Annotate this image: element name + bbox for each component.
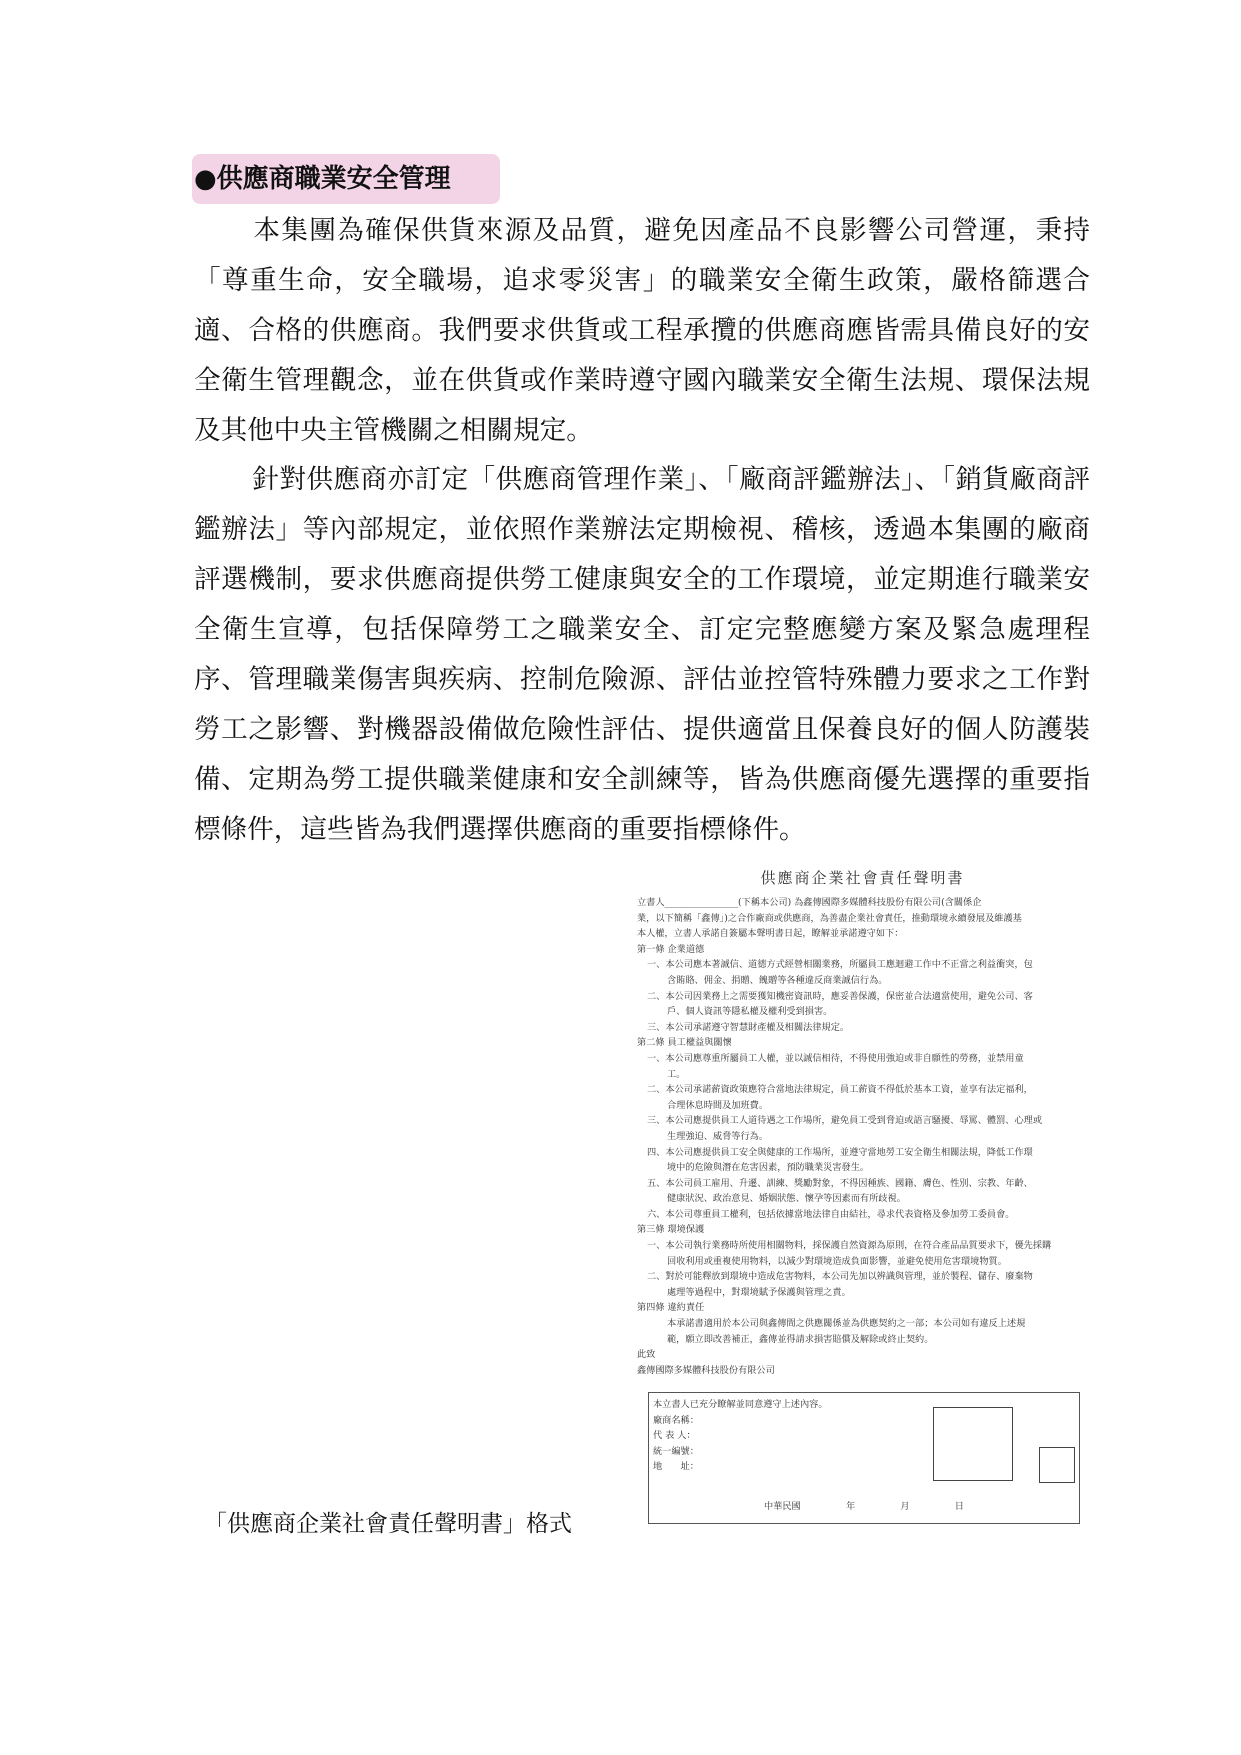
csr-declaration-form-image [635, 865, 1090, 1525]
form-body [637, 895, 1085, 1378]
form-line: 回收利用或重複使用物料，以減少對環境造成負面影響，並避免使用危害環境物質。 [667, 1255, 1007, 1267]
representative-seal-box [1039, 1447, 1075, 1483]
form-line: 一、本公司應尊重所屬員工人權，並以誠信相待，不得使用強迫或非自願性的勞務，並禁用童 [647, 1052, 1024, 1064]
figure-caption: 「供應商企業社會責任聲明書」格式 [204, 1511, 572, 1537]
signature-line: 代 表 人： [653, 1430, 696, 1441]
form-line: 範，願立即改善補正，鑫傳並得請求損害賠償及解除或終止契約。 [667, 1333, 934, 1345]
signature-line: 本立書人已充分瞭解並同意遵守上述內容。 [653, 1399, 828, 1410]
form-line: 境中的危險與潛在危害因素，預防職業災害發生。 [667, 1162, 870, 1174]
signature-lines [653, 1397, 828, 1475]
date-row [764, 1498, 964, 1512]
form-line: 六、本公司尊重員工權利，包括依據當地法律自由結社，尋求代表資格及參加勞工委員會。 [647, 1208, 1015, 1220]
form-line: 二、對於可能釋放到環境中造成危害物料，本公司先加以辨識與管理，並於製程、儲存、廢棄物 [647, 1271, 1033, 1283]
signature-line: 廠商名稱： [653, 1414, 699, 1426]
paragraph-supply-quality [194, 206, 1090, 456]
form-line: 健康狀況、政治意見、婚姻狀態、懷孕等因素而有所歧視。 [667, 1193, 906, 1205]
form-line: 業，以下簡稱「鑫傳」)之合作廠商或供應商，為善盡企業社會責任，推動環境永續發展及維護基 [637, 912, 1022, 924]
form-line: 戶、個人資訊等隱私權及權利受到損害。 [667, 1006, 833, 1018]
form-line: 第二條 員工權益與關懷 [637, 1037, 732, 1049]
form-line: 本承諾書適用於本公司與鑫傳間之供應關係並為供應契約之一部；本公司如有違反上述規 [667, 1318, 1026, 1330]
form-line: 合理休息時間及加班費。 [667, 1099, 769, 1111]
form-line: 本人權，立書人承諾自簽屬本聲明書日起，瞭解並承諾遵守如下： [637, 928, 904, 940]
date-label: 中華民國 [764, 1501, 801, 1512]
form-line: 工。 [667, 1068, 686, 1080]
section-heading: ●供應商職業安全管理 [192, 154, 500, 204]
signature-line: 統一編號： [653, 1445, 699, 1457]
form-title: 供應商企業社會責任聲明書 [760, 869, 965, 887]
form-line: 三、本公司承諾遵守智慧財產權及相關法律規定。 [647, 1021, 850, 1033]
form-line: 二、本公司承諾薪資政策應符合當地法律規定，員工薪資不得低於基本工資，並享有法定福利， [647, 1084, 1033, 1096]
paragraph-supplier-management [194, 455, 1090, 855]
form-line: 第一條 企業道德 [637, 943, 705, 955]
form-line: 二、本公司因業務上之需要獲知機密資訊時，應妥善保護，保密並合法適當使用，避免公司、客 [647, 990, 1033, 1002]
form-line: 五、本公司員工雇用、升遷、訓練、獎勵對象，不得因種族、國籍、膚色、性別、宗教、年齡、 [647, 1177, 1033, 1189]
date-label: 年 [845, 1501, 856, 1512]
form-line: 含賄賂、佣金、捐贈、餽贈等各種違反商業誠信行為。 [667, 974, 888, 986]
form-line: 一、本公司應本著誠信、道德方式經營相關業務，所屬員工應迴避工作中不正當之利益衝突，包 [647, 959, 1033, 971]
paragraph-text: 針對供應商亦訂定「供應商管理作業」、「廠商評鑑辦法」、「銷貨廠商評鑑辦法」等內部規定，並依照作業辦法定期檢視、稽核，透過本集團的廠商評選機制，要求供應商提供勞工健康與安全的工作環境，並定期進行職業安全衛生宣導，包括保障勞工之職業安全、訂定完整應變方案及緊急處理程序、管理職業傷害與疾病、控制危險源、評估並控管特殊體力要求之工作對勞工之影響、對機器設備做危險性評估、提供適當且保養良好的個人防護裝備、定期為勞工提供職業健康和安全訓練等，皆為供應商優先選擇的重要指標條件，這些皆為我們選擇供應商的重要指標條件。 [194, 464, 1090, 845]
form-line: 處理等過程中，對環境賦予保護與管理之責。 [667, 1286, 851, 1298]
form-line: 三、本公司應提供員工人道待遇之工作場所，避免員工受到脅迫或語言騷擾、辱罵、體罰、心理或 [647, 1115, 1043, 1127]
form-line: 四、本公司應提供員工安全與健康的工作場所，並遵守當地勞工安全衛生相關法規，降低工作環 [647, 1146, 1033, 1158]
paragraph-text: 本集團為確保供貨來源及品質，避免因產品不良影響公司營運，秉持「尊重生命，安全職場，追求零災害」的職業安全衛生政策，嚴格篩選合適、合格的供應商。我們要求供貨或工程承攬的供應商應皆需具備良好的安全衛生管理觀念，並在供貨或作業時遵守國內職業安全衛生法規、環保法規及其他中央主管機關之相關規定。 [194, 215, 1090, 446]
signature-line: 地 址： [653, 1461, 699, 1472]
date-label: 日 [954, 1501, 964, 1512]
form-line: 第四條 違約責任 [637, 1302, 705, 1314]
form-line: 生理強迫、威脅等行為。 [667, 1130, 769, 1142]
form-line: 一、本公司執行業務時所使用相關物料，採保護自然資源為原則，在符合產品品質要求下，優先採購 [647, 1240, 1052, 1252]
company-seal-box [933, 1407, 1013, 1481]
form-line: 立書人________________(下稱本公司) 為鑫傳國際多媒體科技股份有限公司(含關係企 [637, 897, 982, 908]
form-line: 鑫傳國際多媒體科技股份有限公司 [637, 1364, 775, 1376]
signature-block [648, 1392, 1080, 1524]
date-label: 月 [900, 1501, 910, 1512]
form-line: 此致 [637, 1349, 656, 1361]
form-line: 第三條 環境保護 [637, 1224, 705, 1236]
